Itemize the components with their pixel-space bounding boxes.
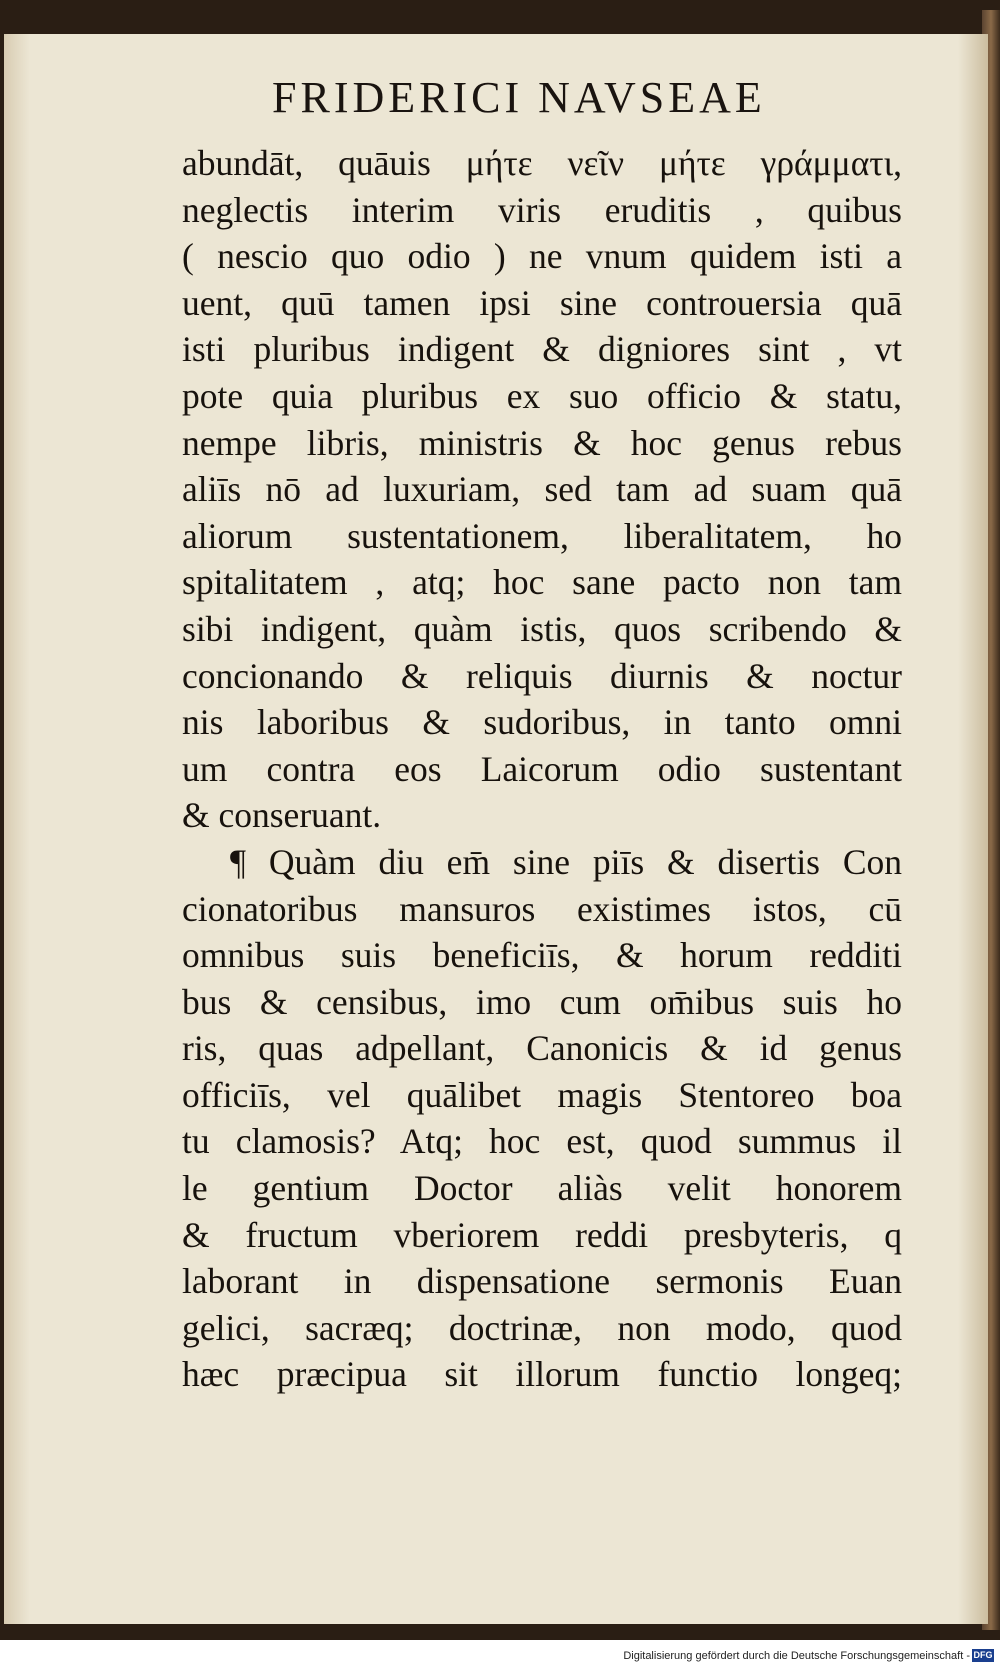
text-line: neglectis interim viris eruditis , quibus <box>182 189 902 230</box>
text-line: uent, quū tamen ipsi sine controuersia quā <box>182 282 902 323</box>
text-line: ris, quas adpellant, Canonicis & id genus <box>182 1028 902 1069</box>
text-line: nis laboribus & sudoribus, in tanto omni <box>182 702 902 743</box>
text-line: abundāt, quāuis μήτε νεῖν μήτε γράμματι, <box>182 143 902 183</box>
text-line: aliīs nō ad luxuriam, sed tam ad suam quā <box>182 469 902 510</box>
text-line: le gentium Doctor aliàs velit honorem <box>182 1168 902 1209</box>
running-header: FRIDERICI NAVSEAE <box>272 73 766 122</box>
text-line: cionatoribus mansuros existimes istos, cū <box>182 888 902 929</box>
text-line: concionando & reliquis diurnis & noctur <box>182 655 902 696</box>
text-line: aliorum sustentationem, liberalitatem, ho <box>182 515 902 556</box>
text-line: um contra eos Laicorum odio sustentant <box>182 748 902 789</box>
body-text <box>182 140 902 1398</box>
dfg-logo-icon: DFG <box>973 1650 993 1660</box>
text-line: hæc præcipua sit illorum functio longeq; <box>182 1354 902 1395</box>
text-line: sibi indigent, quàm istis, quos scribendo & <box>182 608 902 649</box>
text-line: spitalitatem , atq; hoc sane pacto non tam <box>182 562 902 603</box>
paragraph-start-line: ¶ Quàm diu em̄ sine piīs & disertis Con <box>230 841 902 882</box>
text-line: & fructum vberiorem reddi presbyteris, q <box>182 1214 902 1255</box>
text-line: bus & censibus, imo cum om̄ibus suis ho <box>182 981 902 1022</box>
text-line: omnibus suis beneficiīs, & horum redditi <box>182 935 902 976</box>
text-line: tu clamosis? Atq; hoc est, quod summus il <box>182 1121 902 1162</box>
text-line: nempe libris, ministris & hoc genus rebus <box>182 422 902 463</box>
text-line: pote quia pluribus ex suo officio & statu, <box>182 375 902 416</box>
text-line: ( nescio quo odio ) ne vnum quidem isti a <box>182 236 902 277</box>
text-line: gelici, sacræq; doctrinæ, non modo, quod <box>182 1307 902 1348</box>
text-line: laborant in dispensatione sermonis Euan <box>182 1261 902 1302</box>
digitization-credit: Digitalisierung gefördert durch die Deutsche Forschungsgemeinschaft - <box>623 1650 970 1662</box>
text-line: isti pluribus indigent & digniores sint , vt <box>182 329 902 370</box>
text-line: & conseruant. <box>182 795 382 836</box>
text-line: officiīs, vel quālibet magis Stentoreo boa <box>182 1074 902 1115</box>
